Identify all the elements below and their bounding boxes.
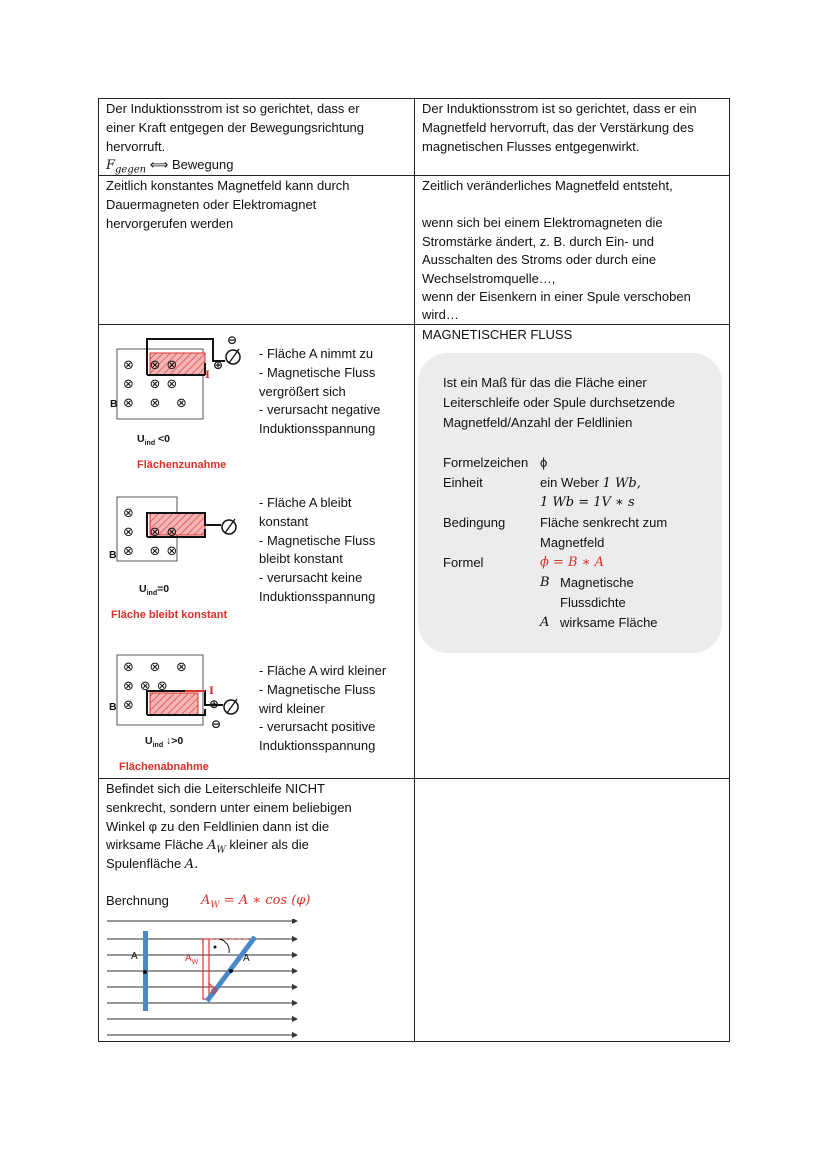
cell-constant-field [98, 176, 414, 325]
text-line: Magnetfeld hervorruft, das der Verstärkung des [422, 120, 694, 135]
bullet-list-1: - Fläche A nimmt zu - Magnetische Fluss vergrößert sich - verursacht negative Induktionsspannung [259, 346, 381, 437]
field-cross-icon: ⊗ ⊗ ⊗ [123, 395, 193, 410]
fig-label-aw: $A_W$ [185, 953, 199, 966]
minus-terminal-3: ⊖ [211, 717, 222, 731]
caption-area-decrease: Flächenabnahme [119, 761, 209, 773]
bullet-list-2: - Fläche A bleibt konstant - Magnetische Fluss bleibt konstant - verursacht keine Induktionsspannung [259, 495, 376, 604]
einheit-label: Einheit [443, 475, 483, 490]
table-row-effective-area [98, 778, 730, 1042]
fig-label-phi: φ [211, 985, 217, 995]
cell-lenz-force [98, 99, 414, 176]
bedingung-label: Bedingung [443, 515, 506, 530]
box-intro-line: Leiterschleife oder Spule durchsetzende [443, 395, 675, 410]
notes-sheet [98, 98, 730, 1042]
a-description: wirksame Fläche [560, 615, 658, 630]
text-line: Winkel φ zu den Feldlinien dann ist die [106, 819, 330, 834]
text-line: wenn der Eisenkern in einer Spule verschoben [422, 289, 691, 304]
flux-title: MAGNETISCHER FLUSS [422, 327, 573, 342]
text-line: Befindet sich die Leiterschleife NICHT [106, 781, 325, 796]
text-line: Der Induktionsstrom ist so gerichtet, dass er ein [422, 101, 697, 116]
text-line: Der Induktionsstrom ist so gerichtet, dass er [106, 101, 360, 116]
box-intro-line: Magnetfeld/Anzahl der Feldlinien [443, 415, 633, 430]
text-line: wirksame Fläche $A_W$ kleiner als die [106, 837, 309, 856]
field-cross-icon: ⊗ ⊗ ⊗ [123, 659, 193, 674]
text-line: Zeitlich veränderliches Magnetfeld entsteht, [422, 178, 673, 193]
uind-label-2: $U_{ind}=0$ [139, 583, 170, 598]
force-subscript: gegen [115, 164, 147, 176]
field-cross-icon: ⊗ ⊗⊗ [123, 543, 184, 558]
current-label-1: I [205, 369, 210, 381]
formel-value: ϕ = B ∗ A [540, 555, 605, 570]
bedingung-value: Magnetfeld [540, 535, 605, 550]
cross-grid-1 [123, 355, 193, 412]
force-symbol: F [106, 158, 116, 173]
flux-info-card [418, 353, 722, 653]
cross-grid-2 [123, 503, 183, 560]
text-line: hervorruft. [106, 139, 166, 154]
field-cross-icon: ⊗ ⊗⊗ [123, 357, 184, 372]
text-line: Ausschalten des Stroms oder durch eine [422, 252, 657, 267]
field-cross-icon: ⊗ [123, 697, 140, 712]
b-description: Flussdichte [560, 595, 626, 610]
berechnung-label: Berchnung [106, 893, 169, 908]
bedingung-value: Fläche senkrecht zum [540, 515, 668, 530]
einheit-value: ein Weber 1 Wb, [540, 475, 641, 491]
uind-label-1: $U_{ind} <0$ [137, 433, 170, 448]
formel-label: Formel [443, 555, 484, 570]
plus-terminal-3: ⊕ [209, 697, 220, 711]
text-line: einer Kraft entgegen der Bewegungsrichtung [106, 120, 365, 135]
force-relation: ⟺ Bewegung [149, 157, 234, 172]
caption-area-constant: Fläche bleibt konstant [111, 609, 228, 621]
box-intro-line: Ist ein Maß für das die Fläche einer [443, 375, 647, 390]
minus-terminal-1: ⊖ [227, 333, 238, 347]
effective-area-figure [105, 919, 301, 1039]
text-line: Spulenfläche A. [106, 856, 199, 872]
fig-label-a: A [131, 951, 138, 962]
text-line: wird… [422, 307, 459, 322]
caption-area-increase: Flächenzunahme [137, 459, 227, 471]
text-line: Zeitlich konstantes Magnetfeld kann durch [106, 178, 350, 193]
text-line: Dauermagneten oder Elektromagnet [106, 197, 317, 212]
field-label-1: B [110, 398, 118, 410]
cell-effective-area [98, 779, 414, 1041]
field-label-2: B [109, 549, 117, 561]
text-line: Stromstärke ändert, z. B. durch Ein- und [422, 234, 654, 249]
b-description: Magnetische [560, 575, 634, 590]
cross-grid-3 [123, 657, 193, 714]
uind-label-3: $U_{ind}$ ↓>0 [145, 735, 184, 750]
field-cross-icon: ⊗⊗⊗ [123, 678, 174, 693]
formelzeichen-label: Formelzeichen [443, 455, 529, 470]
field-cross-icon: ⊗ ⊗⊗ [123, 376, 184, 391]
fig-label-a2: A [243, 953, 250, 964]
cell-flux-diagrams [98, 325, 414, 779]
a-symbol: A [540, 615, 550, 630]
berechnung-formula: $A_W = A$ ∗ cos (φ) [201, 893, 311, 911]
field-cross-icon: ⊗ ⊗⊗ [123, 524, 184, 539]
current-label-3: I [209, 685, 214, 697]
b-symbol: B [540, 575, 550, 590]
cell-lenz-field [414, 99, 730, 176]
text-line: Wechselstromquelle…, [422, 271, 556, 286]
bullet-list-3: - Fläche A wird kleiner - Magnetische Fluss wird kleiner - verursacht positive Induktionsspannung [259, 663, 387, 754]
table-row-magnetic-field [98, 175, 730, 325]
field-cross-icon: ⊗ [123, 505, 140, 520]
cell-changing-field [414, 176, 730, 325]
field-label-3: B [109, 701, 117, 713]
formelzeichen-value: ϕ [540, 455, 548, 470]
cell-empty [414, 779, 730, 1041]
einheit-definition: 1 Wb = 1V ∗ s [540, 495, 635, 510]
text-line: senkrecht, sondern unter einem beliebigen [106, 800, 352, 815]
plus-terminal-1: ⊕ [213, 358, 224, 372]
text-line: magnetischen Flusses entgegenwirkt. [422, 139, 640, 154]
text-line: wenn sich bei einem Elektromagneten die [422, 215, 663, 230]
text-line: hervorgerufen werden [106, 216, 234, 231]
table-row-magnetic-flux [98, 324, 730, 779]
table-row-induction-direction [98, 98, 730, 176]
